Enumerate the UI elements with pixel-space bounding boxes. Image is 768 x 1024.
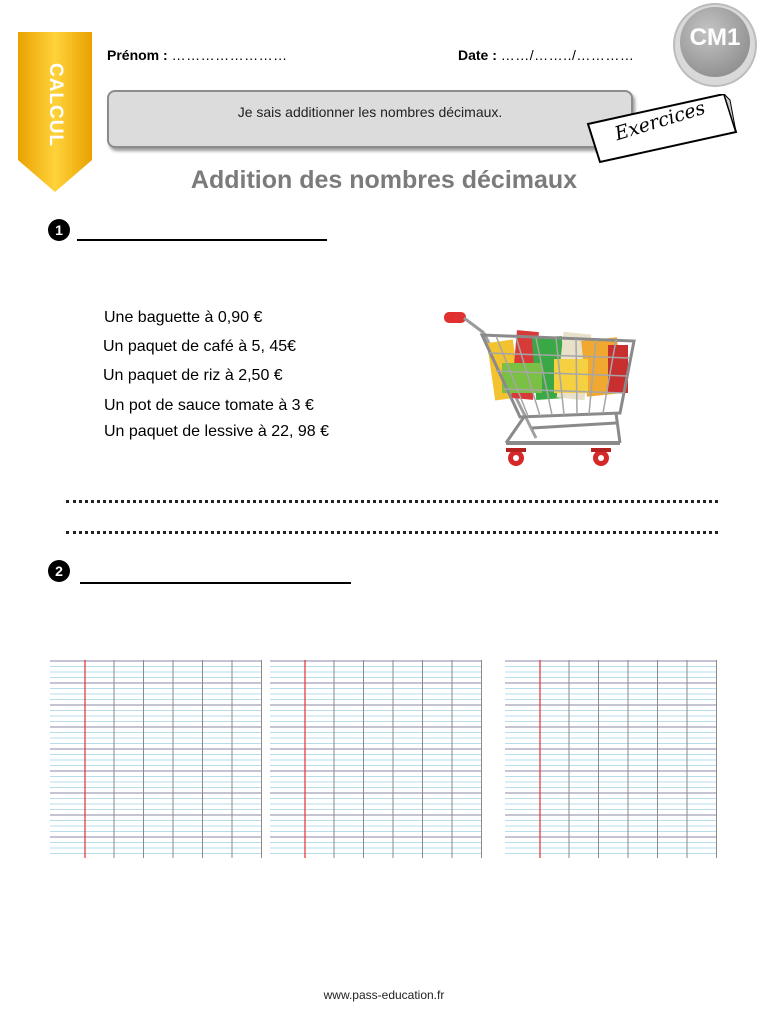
objective-box <box>107 90 633 148</box>
exercise-1-instruction-line <box>77 239 327 241</box>
date-field[interactable] <box>458 47 634 63</box>
list-item: Un pot de sauce tomate à 3 € <box>104 397 314 414</box>
footer-url[interactable]: www.pass-education.fr <box>323 988 445 1002</box>
shopping-cart-icon <box>436 303 661 478</box>
exercise-tag: Exercices <box>612 96 708 146</box>
seyes-grid[interactable] <box>505 660 717 858</box>
seyes-grid[interactable] <box>270 660 482 858</box>
subject-ribbon-label: CALCUL <box>45 62 66 148</box>
prenom-field[interactable] <box>107 47 288 63</box>
date-label: Date : <box>458 47 497 63</box>
list-item: Une baguette à 0,90 € <box>104 309 263 326</box>
answer-dotted-line[interactable] <box>66 531 718 534</box>
exercise-2-instruction-line <box>80 582 351 584</box>
list-item: Un paquet de café à 5, 45€ <box>103 338 297 355</box>
objective-text: Je sais additionner les nombres décimaux. <box>237 104 503 120</box>
list-item: Un paquet de riz à 2,50 € <box>103 367 283 384</box>
page-title: Addition des nombres décimaux <box>190 166 578 194</box>
level-badge: CM1 <box>689 24 741 51</box>
list-item: Un paquet de lessive à 22, 98 € <box>104 423 330 440</box>
date-dots: ……/……../………… <box>500 47 635 63</box>
exercise-1-marker: 1 <box>48 219 70 241</box>
seyes-grid[interactable] <box>50 660 262 858</box>
answer-dotted-line[interactable] <box>66 500 718 503</box>
exercise-2-marker: 2 <box>48 560 70 582</box>
prenom-dots: …………………… <box>171 47 288 63</box>
prenom-label: Prénom : <box>107 47 168 63</box>
